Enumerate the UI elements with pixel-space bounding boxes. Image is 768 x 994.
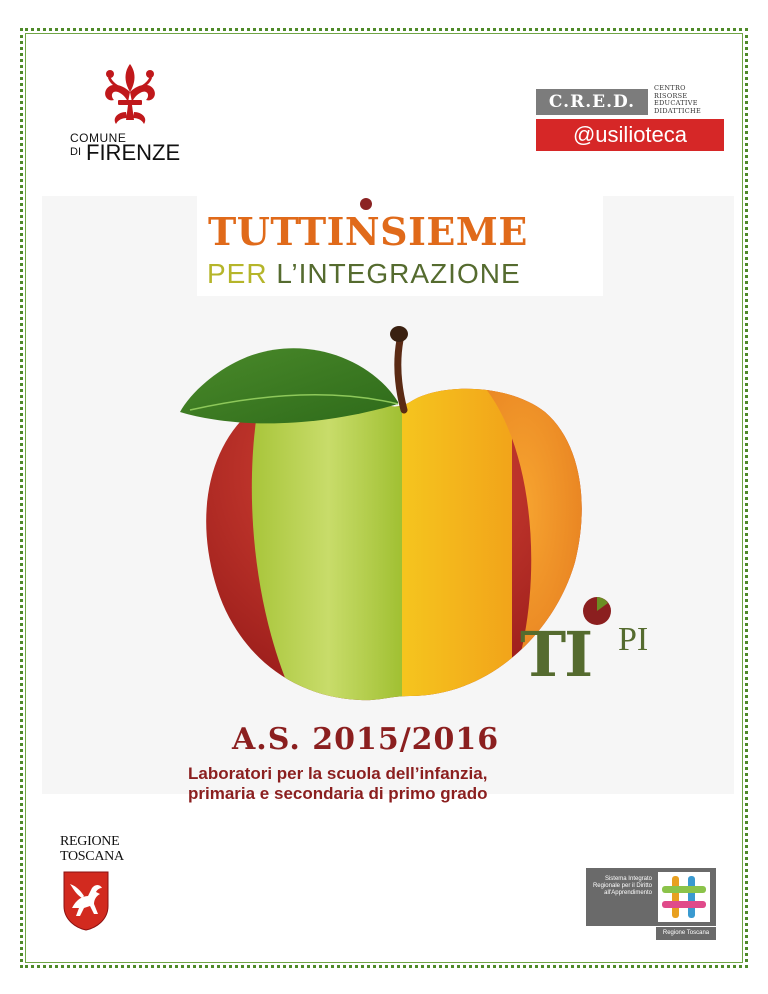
tipi-logo: [520, 590, 670, 700]
laboratori-description: Laboratori per la scuola dell’infanzia, primaria e secondaria di primo grado: [188, 764, 488, 803]
comune-firenze-logo: [62, 62, 202, 172]
cred-subtitle: CENTRO RISORSE EDUCATIVE DIDATTICHE: [654, 84, 702, 115]
tipi-ti: TI: [520, 618, 592, 691]
cred-logo: [536, 85, 726, 155]
regione-toscana-logo: [60, 834, 140, 934]
comune-label: COMUNE: [70, 131, 127, 145]
toscana-label: TOSCANA: [60, 849, 124, 864]
regione-label: REGIONE: [60, 834, 120, 849]
pegasus-shield-icon: [62, 870, 110, 932]
usilioteca-label: @usilioteca: [536, 119, 724, 151]
cred-acronym: C.R.E.D.: [536, 89, 648, 115]
firenze-label: FIRENZE: [86, 140, 181, 165]
di-label: DI: [70, 146, 81, 158]
school-year: A.S. 2015/2016: [232, 722, 500, 757]
poster-subtitle: PER L’INTEGRAZIONE: [207, 258, 521, 289]
sistema-region-label: Regione Toscana: [656, 927, 716, 940]
tipi-pi: PI: [618, 621, 649, 658]
sistema-text: Sistema Integrato Regionale per il Diritto all'Apprendimento: [592, 876, 652, 896]
fleur-de-lis-icon: [100, 62, 160, 128]
colored-hash-icon: [658, 872, 710, 922]
sistema-integrato-logo: [586, 868, 716, 940]
poster-title: TUTTINSIEME: [208, 209, 528, 254]
